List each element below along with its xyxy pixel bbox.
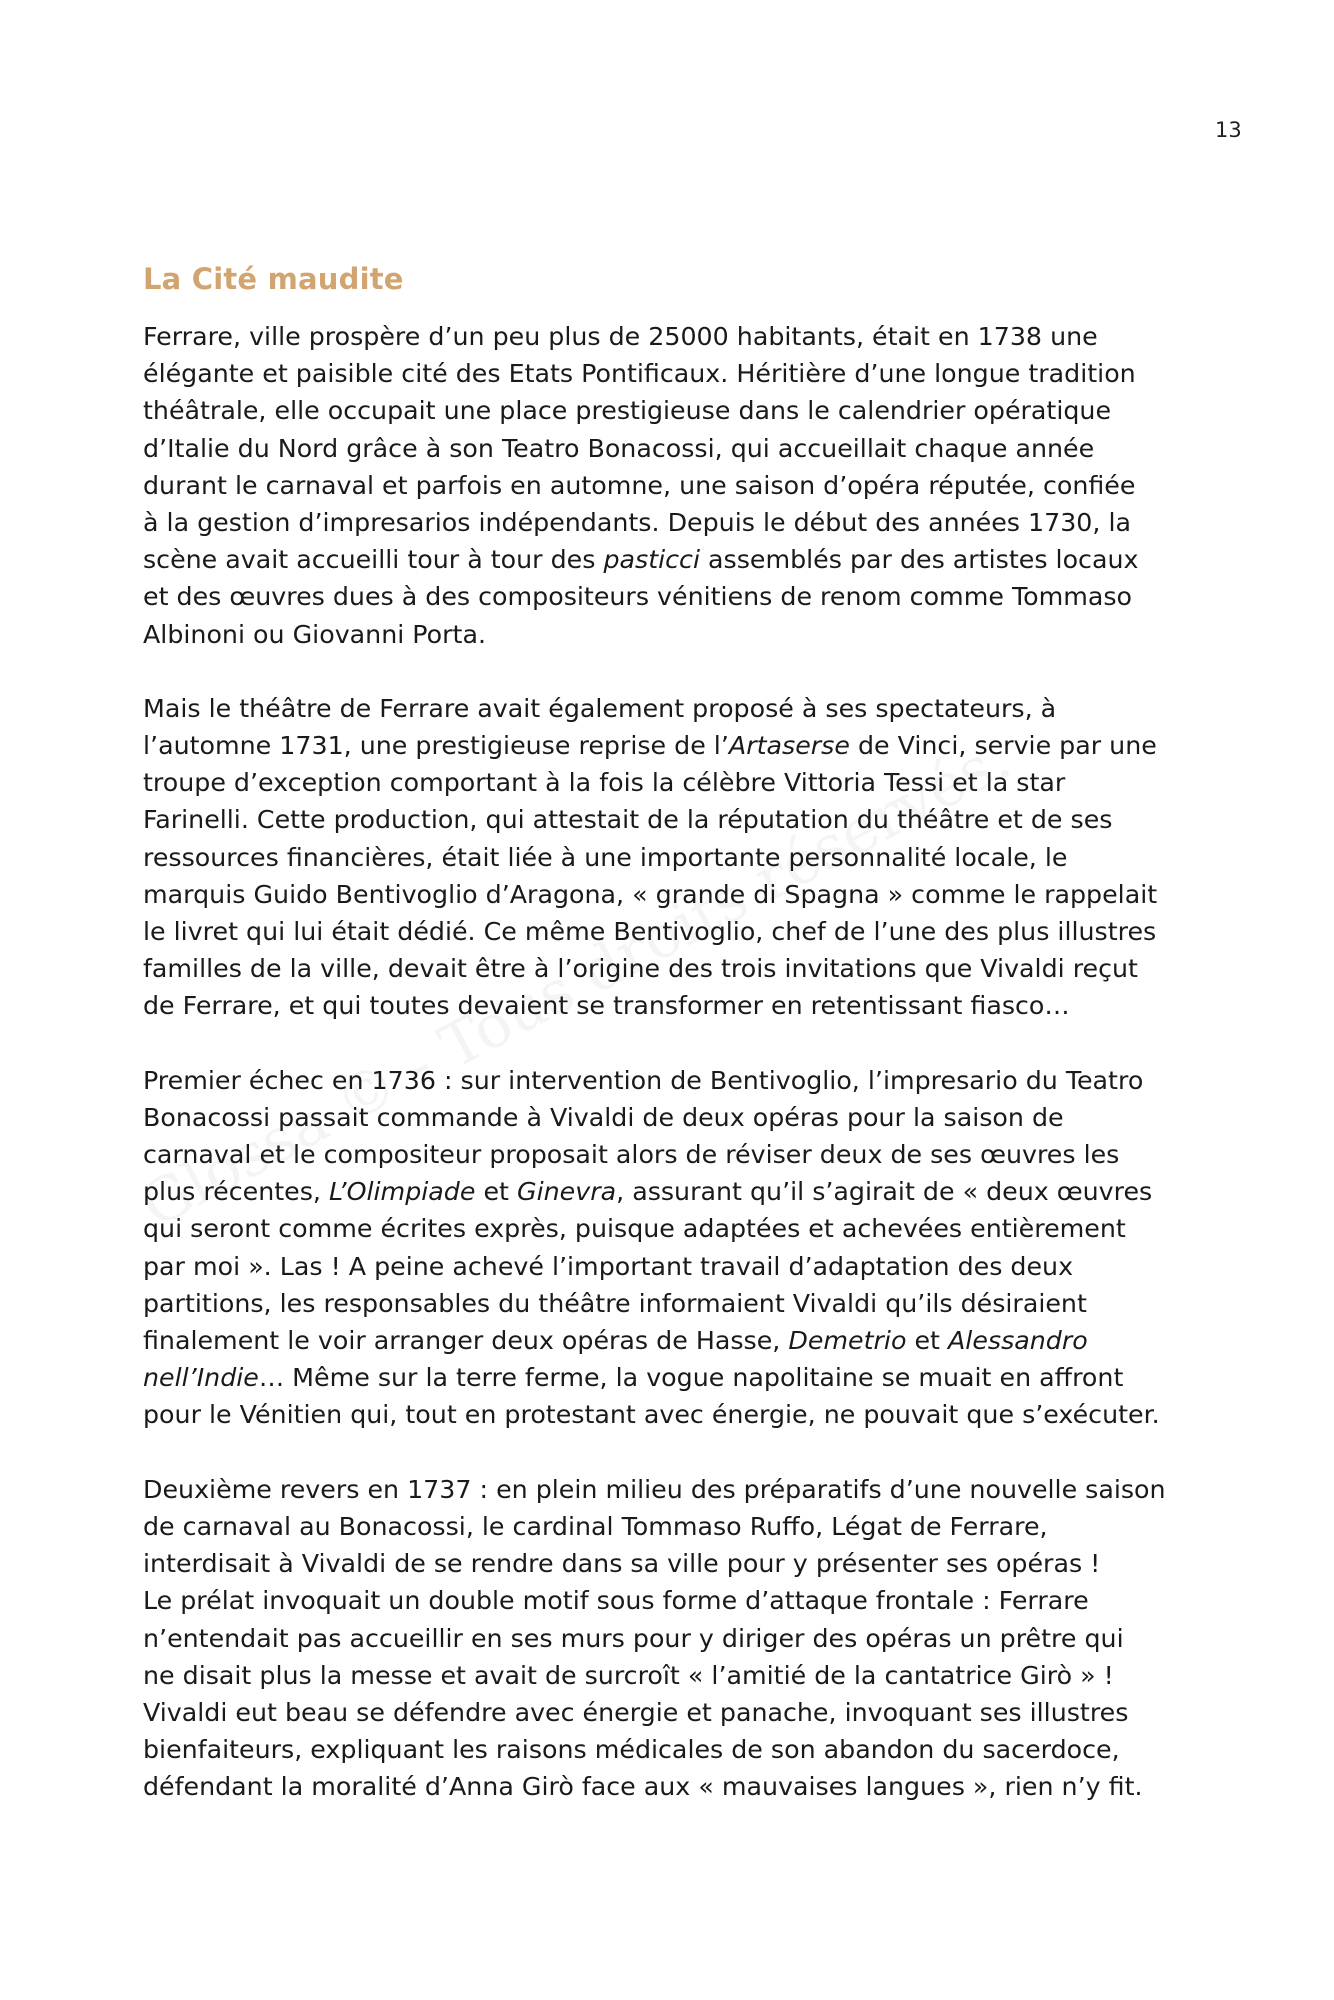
article-body bbox=[143, 262, 1203, 1806]
text-run: d’Italie du Nord grâce à son Teatro Bonacossi, qui accueillait chaque année bbox=[143, 433, 1095, 463]
text-line bbox=[143, 616, 1203, 653]
text-line bbox=[143, 541, 1203, 578]
text-run: bienfaiteurs, expliquant les raisons médicales de son abandon du sacerdoce, bbox=[143, 1735, 1120, 1765]
paragraph-gap bbox=[143, 1434, 1203, 1471]
text-run: interdisait à Vivaldi de se rendre dans sa ville pour y présenter ses opéras ! bbox=[143, 1549, 1101, 1579]
text-line bbox=[143, 1285, 1203, 1322]
text-run: de Ferrare, et qui toutes devaient se transformer en retentissant fiasco… bbox=[143, 991, 1070, 1021]
italic-text: Ginevra bbox=[517, 1177, 617, 1207]
text-line bbox=[143, 1322, 1203, 1359]
paragraph bbox=[143, 690, 1203, 1025]
text-line bbox=[143, 727, 1203, 764]
text-run: familles de la ville, devait être à l’origine des trois invitations que Vivaldi reçut bbox=[143, 954, 1138, 984]
paragraphs-container bbox=[143, 318, 1203, 1806]
text-run: scène avait accueilli tour à tour des bbox=[143, 545, 604, 575]
text-line bbox=[143, 690, 1203, 727]
text-line bbox=[143, 801, 1203, 838]
text-line bbox=[143, 1359, 1203, 1396]
text-run: durant le carnaval et parfois en automne, une saison d’opéra réputée, confiée bbox=[143, 470, 1136, 500]
text-run: assemblés par des artistes locaux bbox=[699, 545, 1139, 575]
text-line bbox=[143, 1768, 1203, 1805]
text-line bbox=[143, 1582, 1203, 1619]
text-line bbox=[143, 1099, 1203, 1136]
text-run: Le prélat invoquait un double motif sous forme d’attaque frontale : Ferrare bbox=[143, 1586, 1089, 1616]
paragraph bbox=[143, 318, 1203, 653]
text-run: partitions, les responsables du théâtre informaient Vivaldi qu’ils désiraient bbox=[143, 1288, 1087, 1318]
text-line bbox=[143, 467, 1203, 504]
text-run: Ferrare, ville prospère d’un peu plus de 25000 habitants, était en 1738 une bbox=[143, 322, 1098, 351]
text-line bbox=[143, 987, 1203, 1024]
text-run: finalement le voir arranger deux opéras de Hasse, bbox=[143, 1326, 789, 1356]
text-line bbox=[143, 764, 1203, 801]
italic-text: Demetrio bbox=[788, 1326, 907, 1356]
text-line bbox=[143, 355, 1203, 392]
text-run: carnaval et le compositeur proposait alors de réviser deux de ses œuvres les bbox=[143, 1140, 1120, 1170]
paragraph bbox=[143, 1062, 1203, 1434]
text-run: théâtrale, elle occupait une place prestigieuse dans le calendrier opératique bbox=[143, 396, 1112, 426]
italic-text: nell’Indie bbox=[143, 1363, 259, 1393]
text-line bbox=[143, 1471, 1203, 1508]
text-run: ne disait plus la messe et avait de surcroît « l’amitié de la cantatrice Girò » ! bbox=[143, 1660, 1114, 1690]
italic-text: L’Olimpiade bbox=[329, 1177, 476, 1207]
text-line bbox=[143, 1731, 1203, 1768]
text-run: Mais le théâtre de Ferrare avait également proposé à ses spectateurs, à bbox=[143, 693, 1057, 723]
text-run: qui seront comme écrites exprès, puisque adaptées et achevées entièrement bbox=[143, 1214, 1126, 1244]
text-line bbox=[143, 1136, 1203, 1173]
text-run: , assurant qu’il s’agirait de « deux œuvres bbox=[616, 1177, 1153, 1207]
page-number: 13 bbox=[1215, 118, 1242, 142]
text-line bbox=[143, 1545, 1203, 1582]
text-run: ressources financières, était liée à une importante personnalité locale, le bbox=[143, 842, 1068, 872]
text-run: l’automne 1731, une prestigieuse reprise de l’ bbox=[143, 731, 729, 761]
text-run: élégante et paisible cité des Etats Pontificaux. Héritière d’une longue tradition bbox=[143, 359, 1136, 389]
text-run: Albinoni ou Giovanni Porta. bbox=[143, 619, 486, 649]
paragraph-gap bbox=[143, 653, 1203, 690]
text-line bbox=[143, 950, 1203, 987]
text-run: … Même sur la terre ferme, la vogue napolitaine se muait en affront bbox=[258, 1363, 1124, 1393]
text-run: de Vinci, servie par une bbox=[849, 731, 1157, 761]
text-run: Farinelli. Cette production, qui attestait de la réputation du théâtre et de ses bbox=[143, 805, 1113, 835]
text-line bbox=[143, 504, 1203, 541]
text-run: plus récentes, bbox=[143, 1177, 329, 1207]
paragraph bbox=[143, 1471, 1203, 1806]
text-run: le livret qui lui était dédié. Ce même Bentivoglio, chef de l’une des plus illustres bbox=[143, 917, 1157, 947]
italic-text: Alessandro bbox=[948, 1326, 1088, 1356]
text-run: Bonacossi passait commande à Vivaldi de deux opéras pour la saison de bbox=[143, 1102, 1064, 1132]
text-run: Vivaldi eut beau se défendre avec énergie et panache, invoquant ses illustres bbox=[143, 1697, 1129, 1727]
text-run: Premier échec en 1736 : sur intervention de Bentivoglio, l’impresario du Teatro bbox=[143, 1065, 1144, 1095]
text-run: pour le Vénitien qui, tout en protestant avec énergie, ne pouvait que s’exécuter. bbox=[143, 1400, 1160, 1430]
text-line bbox=[143, 392, 1203, 429]
italic-text: pasticci bbox=[603, 545, 700, 575]
text-line bbox=[143, 876, 1203, 913]
paragraph-gap bbox=[143, 1025, 1203, 1062]
text-run: troupe d’exception comportant à la fois la célèbre Vittoria Tessi et la star bbox=[143, 768, 1066, 798]
italic-text: Artaserse bbox=[728, 731, 850, 761]
section-title: La Cité maudite bbox=[143, 262, 404, 296]
text-run: et bbox=[475, 1177, 517, 1207]
text-line bbox=[143, 1173, 1203, 1210]
text-run: Deuxième revers en 1737 : en plein milieu des préparatifs d’une nouvelle saison bbox=[143, 1474, 1166, 1504]
text-run: et bbox=[906, 1326, 948, 1356]
text-line bbox=[143, 913, 1203, 950]
text-line bbox=[143, 1062, 1203, 1099]
text-line bbox=[143, 1694, 1203, 1731]
text-line bbox=[143, 1248, 1203, 1285]
text-run: n’entendait pas accueillir en ses murs pour y diriger des opéras un prêtre qui bbox=[143, 1623, 1124, 1653]
text-line bbox=[143, 1508, 1203, 1545]
text-line bbox=[143, 318, 1203, 355]
text-line bbox=[143, 1657, 1203, 1694]
text-line bbox=[143, 1210, 1203, 1247]
text-run: marquis Guido Bentivoglio d’Aragona, « grande di Spagna » comme le rappelait bbox=[143, 879, 1158, 909]
text-run: de carnaval au Bonacossi, le cardinal Tommaso Ruffo, Légat de Ferrare, bbox=[143, 1511, 1048, 1541]
text-run: à la gestion d’impresarios indépendants. Depuis le début des années 1730, la bbox=[143, 508, 1131, 538]
text-run: par moi ». Las ! A peine achevé l’important travail d’adaptation des deux bbox=[143, 1251, 1074, 1281]
text-line bbox=[143, 578, 1203, 615]
text-line bbox=[143, 839, 1203, 876]
text-run: et des œuvres dues à des compositeurs vénitiens de renom comme Tommaso bbox=[143, 582, 1133, 612]
text-run: défendant la moralité d’Anna Girò face aux « mauvaises langues », rien n’y fit. bbox=[143, 1772, 1143, 1802]
text-line bbox=[143, 430, 1203, 467]
text-line bbox=[143, 1620, 1203, 1657]
text-line bbox=[143, 1396, 1203, 1433]
